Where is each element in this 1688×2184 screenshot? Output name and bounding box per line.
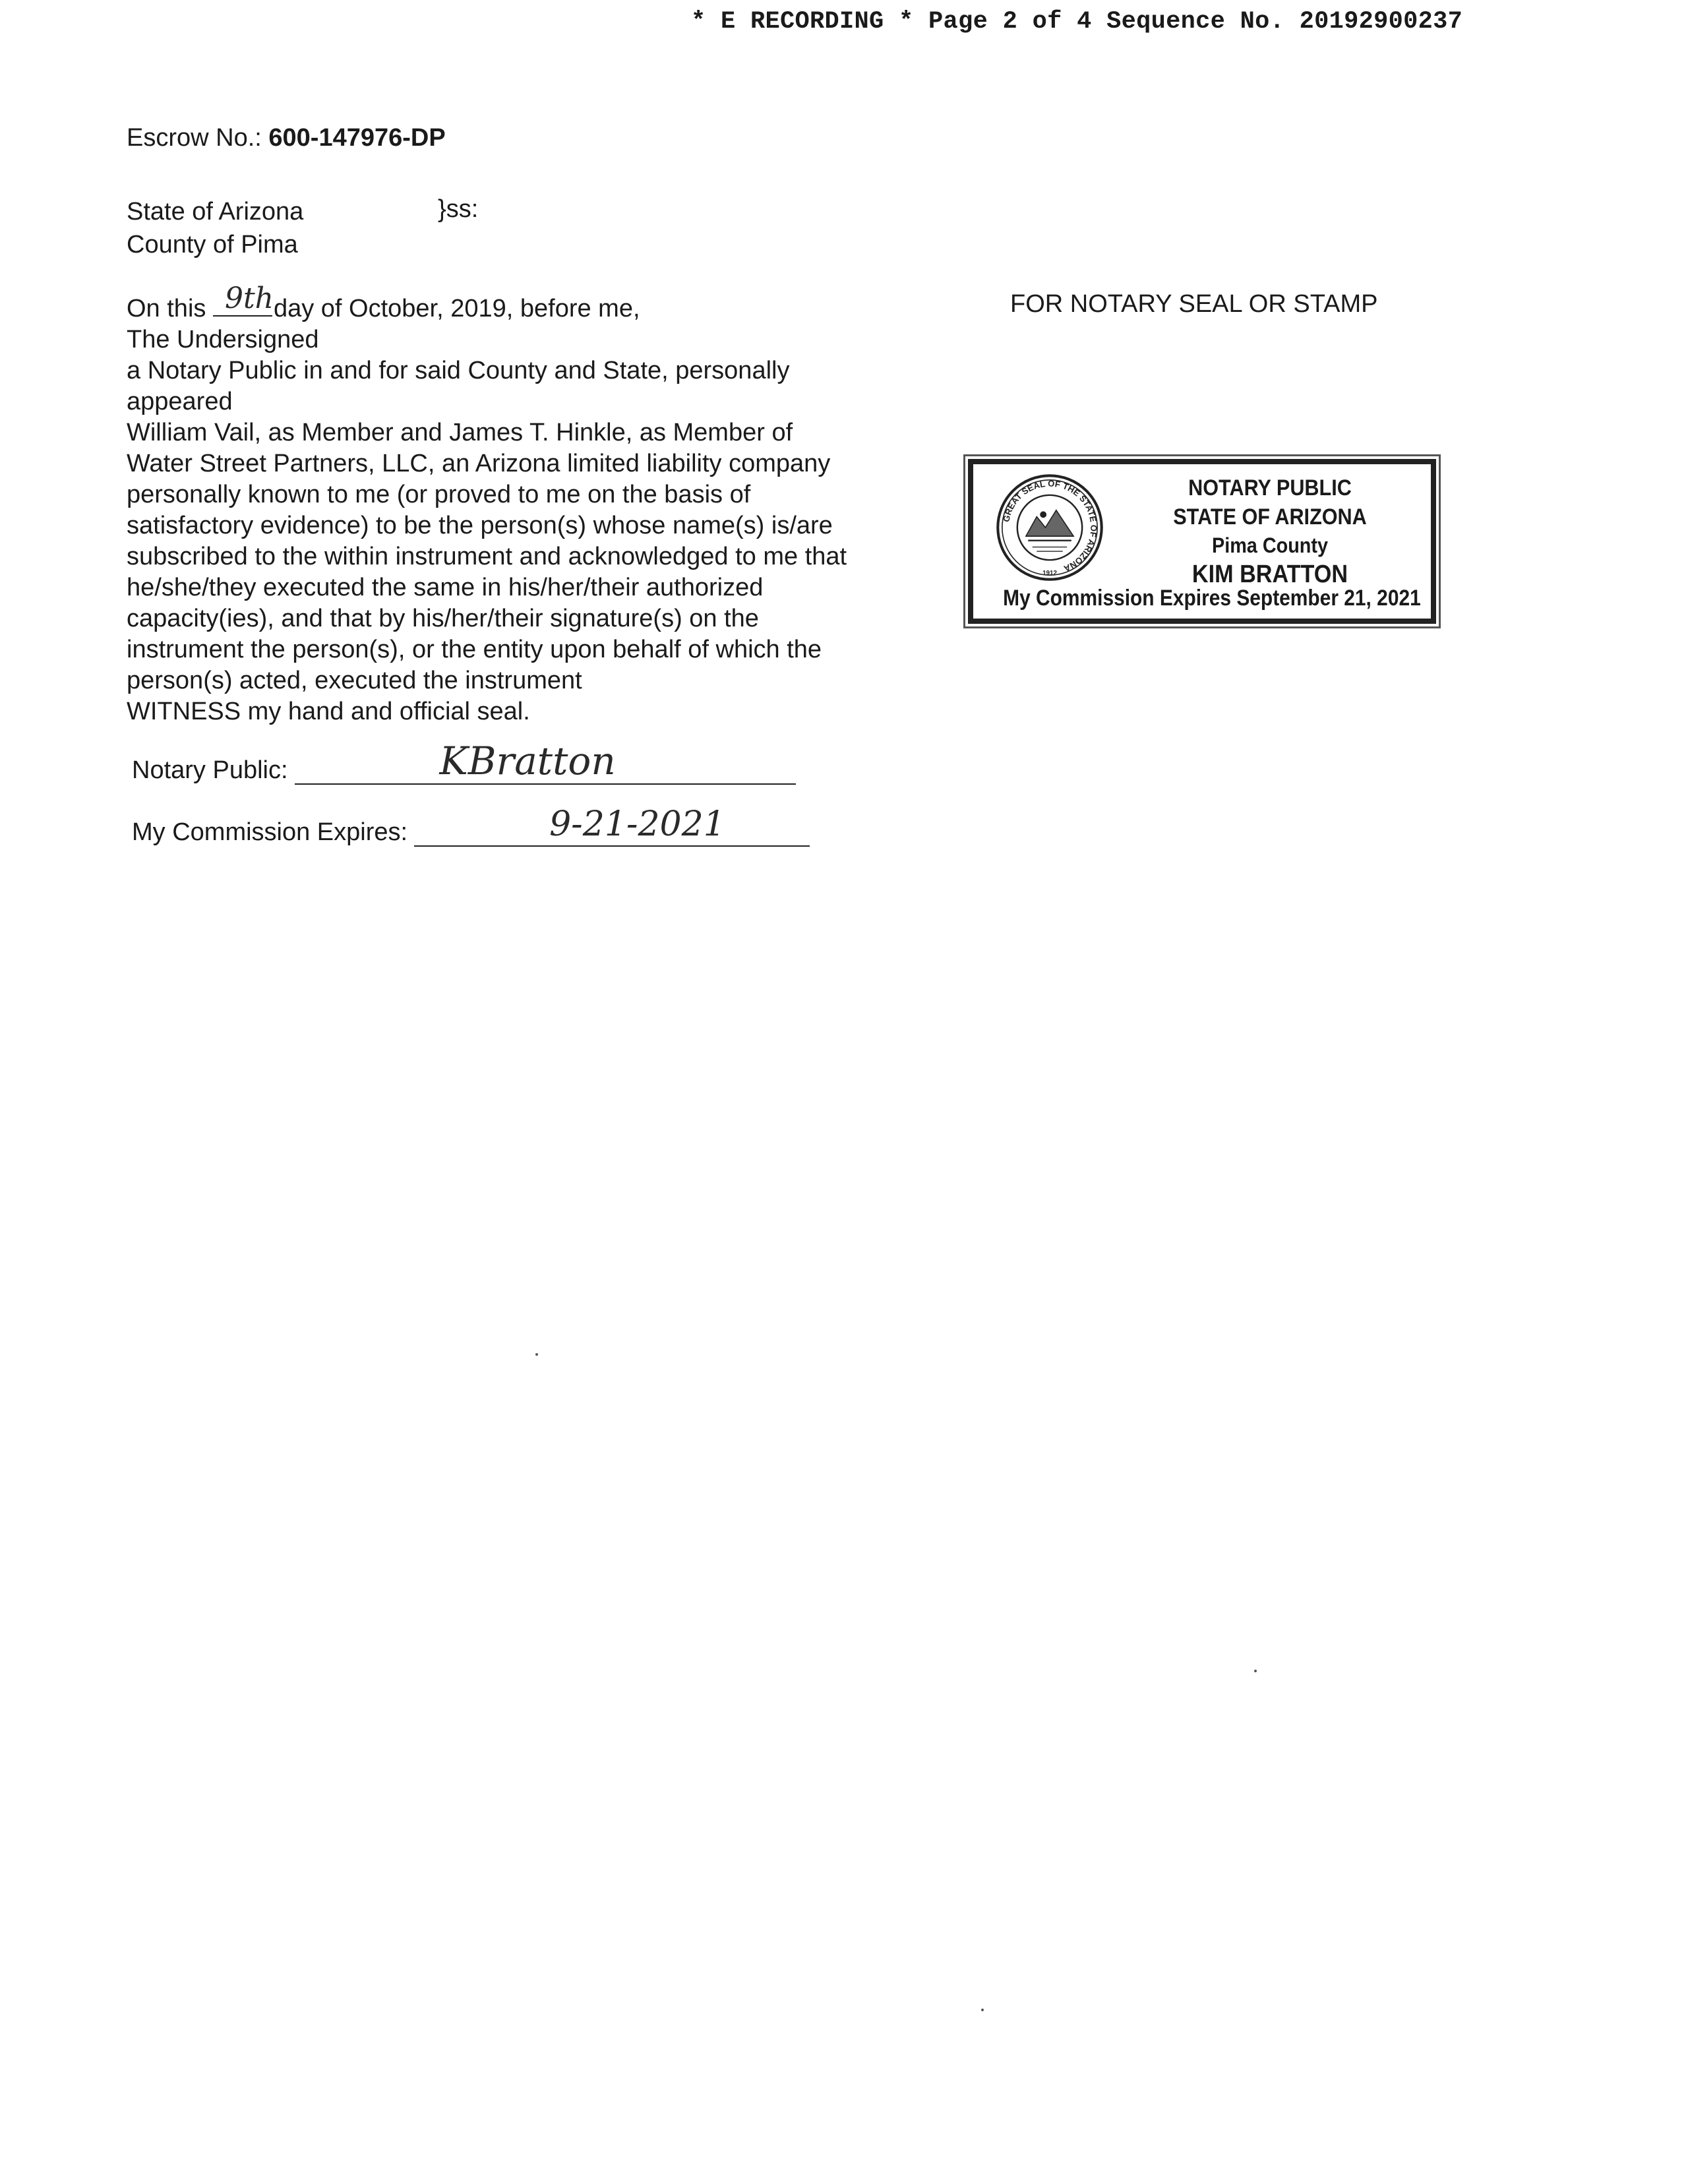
stamp-notary-public: NOTARY PUBLIC xyxy=(1188,475,1352,501)
stamp-state: STATE OF ARIZONA xyxy=(1173,504,1367,530)
stamp-text-block xyxy=(1131,473,1408,590)
scan-speck xyxy=(535,1353,538,1356)
stamp-commission-expiry: My Commission Expires September 21, 2021 xyxy=(1003,586,1421,611)
stamp-county: Pima County xyxy=(1211,533,1329,557)
commission-rule xyxy=(414,804,810,847)
acknowledgment-line: appeared xyxy=(127,388,233,415)
acknowledgment-line: satisfactory evidence) to be the person(s) whose name(s) is/are xyxy=(127,512,833,539)
day-blank xyxy=(213,282,274,317)
acknowledgment-line: The Undersigned xyxy=(127,326,319,353)
acknowledgment-line: William Vail, as Member and James T. Hinkle, as Member of xyxy=(127,419,793,446)
date-text: day of October, 2019, before me, xyxy=(273,295,640,322)
escrow-number: 600-147976-DP xyxy=(268,124,446,152)
acknowledgment-line: person(s) acted, executed the instrument xyxy=(127,667,582,694)
venue-state: State of Arizona xyxy=(127,198,304,226)
day-handwritten: 9th xyxy=(224,282,274,315)
notary-public-label: Notary Public: xyxy=(132,756,288,784)
acknowledgment-line: personally known to me (or proved to me on the basis of xyxy=(127,481,751,508)
acknowledgment-line: a Notary Public in and for said County and State, personally xyxy=(127,357,790,384)
signature-rule xyxy=(295,739,796,785)
acknowledgment-line: capacity(ies), and that by his/her/their signature(s) on the xyxy=(127,605,759,632)
arizona-seal-icon xyxy=(996,473,1104,582)
scan-speck xyxy=(981,2009,984,2011)
acknowledgment-line: instrument the person(s), or the entity upon behalf of which the xyxy=(127,636,822,663)
notary-stamp xyxy=(968,459,1436,624)
venue-county: County of Pima xyxy=(127,231,298,258)
venue-ss: }ss: xyxy=(438,195,479,223)
acknowledgment-line: WITNESS my hand and official seal. xyxy=(127,698,530,725)
commission-expires-line xyxy=(132,804,810,847)
acknowledgment-first-line xyxy=(127,282,931,324)
recording-header: * E RECORDING * Page 2 of 4 Sequence No. 20192900237 xyxy=(691,8,1463,36)
on-this-text: On this xyxy=(127,295,206,322)
acknowledgment-paragraph xyxy=(127,282,931,727)
commission-expires-label: My Commission Expires: xyxy=(132,818,408,846)
commission-handwritten-date: 9-21-2021 xyxy=(549,804,725,844)
venue-block xyxy=(127,195,303,261)
seal-area-label: FOR NOTARY SEAL OR STAMP xyxy=(1010,290,1378,318)
acknowledgment-line: Water Street Partners, LLC, an Arizona limited liability company xyxy=(127,450,831,477)
stamp-notary-name: KIM BRATTON xyxy=(1191,561,1348,588)
acknowledgment-line: he/she/they executed the same in his/her/their authorized xyxy=(127,574,764,601)
escrow-label: Escrow No.: xyxy=(127,124,262,152)
scan-speck xyxy=(1254,1670,1257,1672)
seal-ring-text: GREAT SEAL OF THE STATE OF ARIZONA xyxy=(1001,478,1099,574)
seal-year: 1912 xyxy=(1042,570,1057,578)
escrow-number-line xyxy=(127,124,446,152)
acknowledgment-line: subscribed to the within instrument and acknowledged to me that xyxy=(127,543,847,570)
notary-handwritten-signature: KBratton xyxy=(439,739,616,783)
notary-signature-line xyxy=(132,739,796,785)
